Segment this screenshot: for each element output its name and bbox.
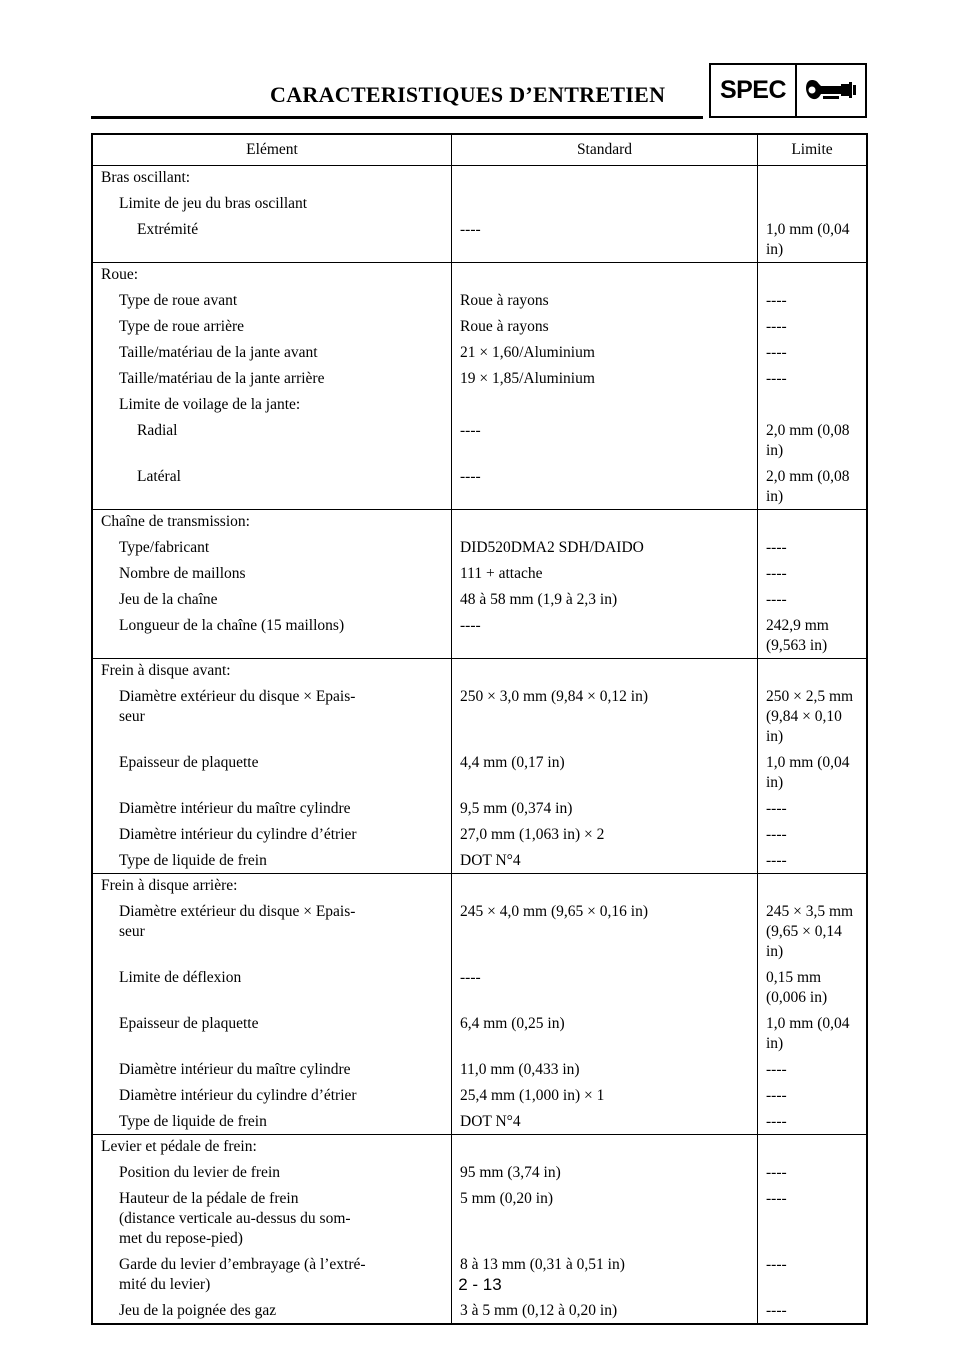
wrench-icon [797,65,865,116]
standard-cell [452,874,758,899]
table-row [92,313,867,339]
limit-cell [758,263,868,288]
table-row [92,1185,867,1251]
element-cell: Garde du levier d’embrayage (à l’extré- mité du levier) [92,1251,452,1297]
column-header-standard: Standard [452,134,758,166]
element-cell: Latéral [92,463,452,510]
standard-cell: 11,0 mm (0,433 in) [452,1056,758,1082]
standard-cell: ---- [452,612,758,659]
standard-cell: 21 × 1,60/Aluminium [452,339,758,365]
limit-cell: ---- [766,1061,787,1078]
table-row [92,1010,867,1056]
standard-cell: ---- [452,216,758,263]
table-row [92,1082,867,1108]
standard-cell [452,263,758,288]
element-cell: Frein à disque avant: [92,659,452,684]
limit-cell: 250 × 2,5 mm (9,84 × 0,10 in) [766,688,854,745]
table-row [92,964,867,1010]
table-row [92,586,867,612]
limit-cell [758,874,868,899]
table-row [92,510,867,535]
element-cell: Nombre de maillons [92,560,452,586]
limit-cell [758,659,868,684]
element-cell: Longueur de la chaîne (15 maillons) [92,612,452,659]
element-cell: Type de liquide de frein [92,1108,452,1135]
limit-cell: ---- [766,1302,787,1319]
table-row [92,365,867,391]
element-cell: Jeu de la poignée des gaz [92,1297,452,1324]
element-cell: Type de liquide de frein [92,847,452,874]
limit-cell [758,510,868,535]
table-row [92,874,867,899]
standard-cell: 111 + attache [452,560,758,586]
standard-cell: 27,0 mm (1,063 in) × 2 [452,821,758,847]
spec-badge-label: SPEC [711,65,797,116]
limit-cell: 242,9 mm (9,563 in) [766,617,829,654]
limit-cell: ---- [766,1190,787,1207]
standard-cell: ---- [452,417,758,463]
standard-cell: 95 mm (3,74 in) [452,1159,758,1185]
element-cell: Taille/matériau de la jante avant [92,339,452,365]
table-row [92,1056,867,1082]
standard-cell [452,1135,758,1160]
table-row [92,391,867,417]
standard-cell: 245 × 4,0 mm (9,65 × 0,16 in) [452,898,758,964]
standard-cell: 9,5 mm (0,374 in) [452,795,758,821]
element-cell: Diamètre intérieur du maître cylindre [92,1056,452,1082]
limit-cell: ---- [766,1113,787,1130]
element-cell: Epaisseur de plaquette [92,1010,452,1056]
limit-cell: 2,0 mm (0,08 in) [766,468,850,505]
table-row [92,287,867,313]
element-cell: Extrémité [92,216,452,263]
limit-cell [758,391,868,417]
standard-cell [452,659,758,684]
element-cell: Roue: [92,263,452,288]
limit-cell: ---- [766,1164,787,1181]
column-header-element: Elément [92,134,452,166]
element-cell: Position du levier de frein [92,1159,452,1185]
standard-cell: DID520DMA2 SDH/DAIDO [452,534,758,560]
limit-cell: ---- [766,565,787,582]
limit-cell [758,1135,868,1160]
limit-cell: 1,0 mm (0,04 in) [766,221,850,258]
element-cell: Diamètre extérieur du disque × Epais- seur [92,898,452,964]
limit-cell: ---- [766,539,787,556]
element-cell: Epaisseur de plaquette [92,749,452,795]
limit-cell: ---- [766,1256,787,1273]
limit-cell: 1,0 mm (0,04 in) [766,1015,850,1052]
table-row [92,659,867,684]
standard-cell: ---- [452,463,758,510]
limit-cell: ---- [766,852,787,869]
standard-cell [452,510,758,535]
page-number: 2 - 13 [458,1275,502,1294]
limit-cell [758,166,868,191]
table-row [92,1135,867,1160]
table-row [92,847,867,874]
standard-cell: DOT N°4 [452,847,758,874]
limit-cell: ---- [766,292,787,309]
header-divider [91,116,703,119]
standard-cell [452,391,758,417]
limit-cell: ---- [766,318,787,335]
element-cell: Limite de voilage de la jante: [92,391,452,417]
table-row [92,612,867,659]
standard-cell: Roue à rayons [452,313,758,339]
table-body [92,166,867,1325]
standard-cell: 19 × 1,85/Aluminium [452,365,758,391]
limit-cell: 0,15 mm (0,006 in) [766,969,828,1006]
element-cell: Chaîne de transmission: [92,510,452,535]
standard-cell: 5 mm (0,20 in) [452,1185,758,1251]
table-row [92,560,867,586]
element-cell: Diamètre extérieur du disque × Epais- seur [92,683,452,749]
element-cell: Hauteur de la pédale de frein (distance verticale au-dessus du som- met du repose-pied) [92,1185,452,1251]
standard-cell: 8 à 13 mm (0,31 à 0,51 in) [452,1251,758,1297]
limit-cell: ---- [766,800,787,817]
standard-cell: 4,4 mm (0,17 in) [452,749,758,795]
table-row [92,795,867,821]
element-cell: Taille/matériau de la jante arrière [92,365,452,391]
table-row [92,263,867,288]
standard-cell: 6,4 mm (0,25 in) [452,1010,758,1056]
maintenance-spec-table [91,133,868,1325]
standard-cell: DOT N°4 [452,1108,758,1135]
table-row [92,216,867,263]
standard-cell: ---- [452,964,758,1010]
limit-cell: 245 × 3,5 mm (9,65 × 0,14 in) [766,903,854,960]
element-cell: Diamètre intérieur du maître cylindre [92,795,452,821]
limit-cell: ---- [766,344,787,361]
standard-cell: 3 à 5 mm (0,12 à 0,20 in) [452,1297,758,1324]
element-cell: Type de roue arrière [92,313,452,339]
element-cell: Frein à disque arrière: [92,874,452,899]
standard-cell: Roue à rayons [452,287,758,313]
table-row [92,1159,867,1185]
table-row [92,534,867,560]
standard-cell [452,166,758,191]
standard-cell: 25,4 mm (1,000 in) × 1 [452,1082,758,1108]
table-row [92,749,867,795]
standard-cell: 48 à 58 mm (1,9 à 2,3 in) [452,586,758,612]
element-cell: Bras oscillant: [92,166,452,191]
table-row [92,166,867,191]
limit-cell: ---- [766,1087,787,1104]
element-cell: Limite de déflexion [92,964,452,1010]
page-title: CARACTERISTIQUES D’ENTRETIEN [270,82,666,107]
element-cell: Levier et pédale de frein: [92,1135,452,1160]
element-cell: Radial [92,417,452,463]
limit-cell: ---- [766,826,787,843]
element-cell: Type/fabricant [92,534,452,560]
element-cell: Limite de jeu du bras oscillant [92,190,452,216]
table-row [92,463,867,510]
limit-cell [758,190,868,216]
limit-cell: ---- [766,591,787,608]
column-header-limit: Limite [758,134,868,166]
table-row [92,821,867,847]
table-header-row [92,134,867,166]
limit-cell: 2,0 mm (0,08 in) [766,422,850,459]
element-cell: Type de roue avant [92,287,452,313]
standard-cell [452,190,758,216]
table-row [92,683,867,749]
standard-cell: 250 × 3,0 mm (9,84 × 0,12 in) [452,683,758,749]
limit-cell: ---- [766,370,787,387]
table-row [92,339,867,365]
spec-badge [709,63,867,118]
table-row [92,1297,867,1324]
element-cell: Jeu de la chaîne [92,586,452,612]
table-row [92,898,867,964]
element-cell: Diamètre intérieur du cylindre d’étrier [92,1082,452,1108]
table-row [92,417,867,463]
element-cell: Diamètre intérieur du cylindre d’étrier [92,821,452,847]
table-row [92,190,867,216]
limit-cell: 1,0 mm (0,04 in) [766,754,850,791]
table-row [92,1108,867,1135]
